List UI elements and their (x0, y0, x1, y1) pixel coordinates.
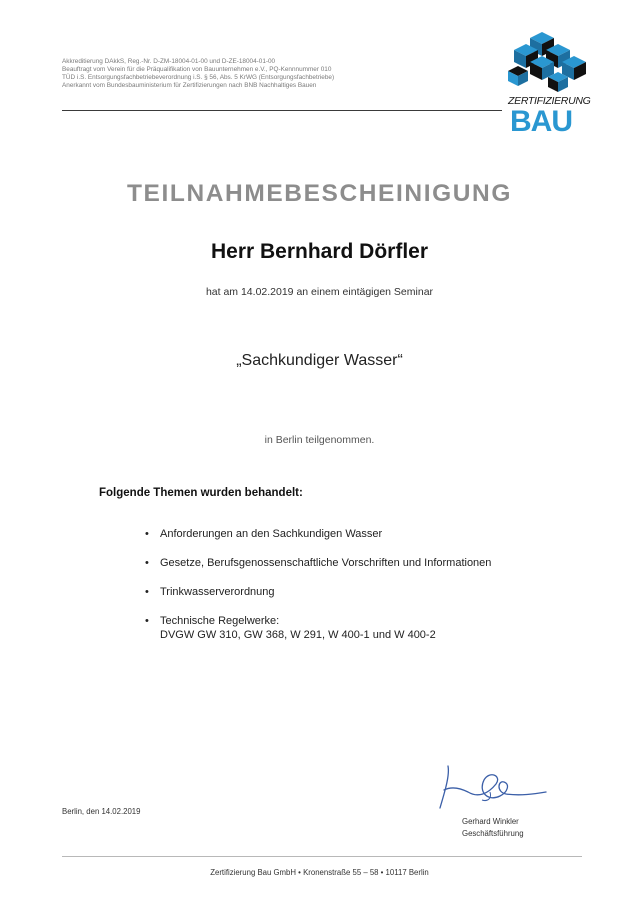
bullet-icon: • (145, 557, 149, 569)
topic-text: Anforderungen an den Sachkundigen Wasser (160, 528, 383, 540)
bullet-icon: • (145, 615, 149, 627)
participation-location: in Berlin teilgenommen. (264, 434, 375, 446)
participation-statement: hat am 14.02.2019 an einem eintägigen Seminar (205, 286, 434, 298)
certificate-title: TEILNAHMEBESCHEINIGUNG (126, 180, 513, 207)
list-item (146, 615, 586, 642)
accreditation-block (62, 58, 422, 90)
signer-name: Gerhard Winkler (462, 817, 519, 826)
topic-text: Trinkwasserverordnung (160, 586, 275, 598)
list-item (146, 557, 586, 571)
place-and-date: Berlin, den 14.02.2019 (62, 807, 141, 816)
bullet-icon: • (145, 586, 149, 598)
accreditation-line: TÜD i.S. Entsorgungsfachbetriebeverordnung i.S. § 56, Abs. 5 KrWG (Entsorgungsfachbetriebe) (62, 74, 335, 82)
topics-heading: Folgende Themen wurden behandelt: (99, 487, 303, 499)
logo-word: ZERTIFIZIERUNG (508, 95, 591, 107)
topic-text: Gesetze, Berufsgenossenschaftliche Vorschriften und Informationen (160, 557, 492, 569)
seminar-title: „Sachkundiger Wasser“ (236, 352, 403, 369)
footer-divider (62, 856, 582, 857)
logo-bau: BAU (510, 105, 572, 138)
logo-cubes-icon (502, 30, 592, 94)
accreditation-line: Akkreditierung DAkkS, Reg.-Nr. D-ZM-18004-01-00 und D-ZE-18004-01-00 (62, 58, 276, 65)
topic-text-continuation: DVGW GW 310, GW 368, W 291, W 400-1 und W 400-2 (160, 628, 436, 641)
topic-text: Technische Regelwerke: (160, 615, 280, 627)
accreditation-line: Beauftragt vom Verein für die Präqualifikation von Bauunternehmen e.V., PQ-Kennnummer 010 (62, 66, 332, 74)
signer-role: Geschäftsführung (462, 829, 524, 838)
topics-list (146, 528, 586, 658)
bullet-icon: • (145, 528, 149, 540)
signer-block (462, 816, 524, 840)
header-divider (62, 110, 502, 111)
list-item (146, 586, 586, 600)
list-item (146, 528, 586, 542)
footer-address: Zertifizierung Bau GmbH • Kronenstraße 55 – 58 • 10117 Berlin (210, 868, 429, 877)
zertifizierung-bau-logo (502, 30, 592, 144)
handwritten-signature (430, 758, 550, 818)
participant-name: Herr Bernhard Dörfler (210, 240, 429, 263)
accreditation-line: Anerkannt vom Bundesbauministerium für Zertifizierungen nach BNB Nachhaltiges Bauen (62, 82, 317, 90)
